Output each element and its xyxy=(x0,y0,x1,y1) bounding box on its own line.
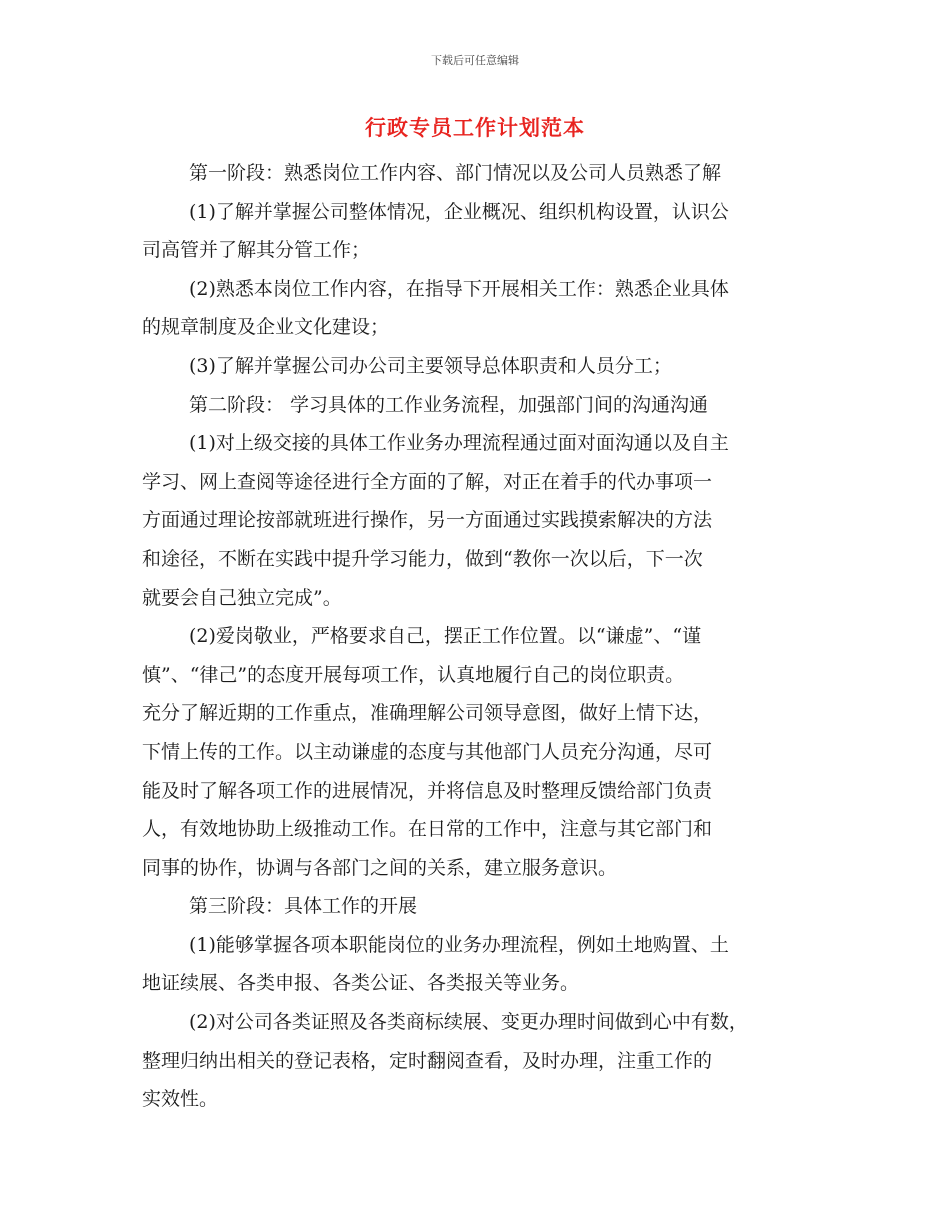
paragraph xyxy=(142,154,812,193)
paragraph xyxy=(142,887,812,926)
paragraph xyxy=(142,424,812,617)
paragraph-line: 能及时了解各项工作的进展情况，并将信息及时整理反馈给部门负责 xyxy=(142,779,713,802)
paragraph-line: (1)了解并掌握公司整体情况，企业概况、组织机构设置，认识公 xyxy=(189,200,729,223)
paragraph-line: (2)爱岗敬业，严格要求自己，摆正工作位置。以“谦虚”、“谨 xyxy=(189,625,702,648)
document-title: 行政专员工作计划范本 xyxy=(365,116,585,140)
paragraph xyxy=(142,347,812,386)
paragraph xyxy=(142,617,812,887)
paragraph-line: 学习、网上查阅等途径进行全方面的了解，对正在着手的代办事项一 xyxy=(142,470,713,493)
paragraph-line: 同事的协作，协调与各部门之间的关系，建立服务意识。 xyxy=(142,856,618,879)
paragraph-line: (2)对公司各类证照及各类商标续展、变更办理时间做到心中有数， xyxy=(189,1011,748,1034)
paragraph-line: 地证续展、各类申报、各类公证、各类报关等业务。 xyxy=(142,972,580,995)
document-body xyxy=(142,154,812,1119)
paragraph-line: 和途径，不断在实践中提升学习能力，做到“教你一次以后，下一次 xyxy=(142,547,703,570)
page-header-note: 下载后可任意编辑 xyxy=(431,54,519,67)
paragraph-line: 第一阶段：熟悉岗位工作内容、部门情况以及公司人员熟悉了解 xyxy=(189,162,722,184)
paragraph-line: 就要会自己独立完成”。 xyxy=(142,586,342,609)
paragraph-line: 方面通过理论按部就班进行操作，另一方面通过实践摸索解决的方法 xyxy=(142,509,713,532)
paragraph xyxy=(142,193,812,270)
paragraph-line: 司高管并了解其分管工作； xyxy=(142,239,371,262)
paragraph xyxy=(142,270,812,347)
paragraph-line: 整理归纳出相关的登记表格，定时翻阅查看，及时办理，注重工作的 xyxy=(142,1049,713,1072)
paragraph-line: 第三阶段：具体工作的开展 xyxy=(189,895,418,918)
paragraph-line: 人，有效地协助上级推动工作。在日常的工作中，注意与其它部门和 xyxy=(142,818,713,841)
paragraph-line: 充分了解近期的工作重点，准确理解公司领导意图，做好上情下达， xyxy=(142,702,713,725)
paragraph-line: 的规章制度及企业文化建设； xyxy=(142,316,390,339)
paragraph-line: 实效性。 xyxy=(142,1088,219,1111)
paragraph xyxy=(142,926,812,1003)
paragraph-line: (3)了解并掌握公司办公司主要领导总体职责和人员分工； xyxy=(189,354,672,377)
paragraph xyxy=(142,386,812,425)
paragraph-line: (1)对上级交接的具体工作业务办理流程通过面对面沟通以及自主 xyxy=(189,432,729,455)
paragraph-line: 慎”、“律己”的态度开展每项工作，认真地履行自己的岗位职责。 xyxy=(142,663,685,686)
paragraph-line: 下情上传的工作。以主动谦虚的态度与其他部门人员充分沟通，尽可 xyxy=(142,740,713,763)
paragraph xyxy=(142,1003,812,1119)
paragraph-line: (1)能够掌握各项本职能岗位的业务办理流程，例如土地购置、土 xyxy=(189,933,729,956)
paragraph-line: 第二阶段： 学习具体的工作业务流程，加强部门间的沟通沟通 xyxy=(189,393,709,416)
paragraph-line: (2)熟悉本岗位工作内容，在指导下开展相关工作：熟悉企业具体 xyxy=(189,277,729,300)
